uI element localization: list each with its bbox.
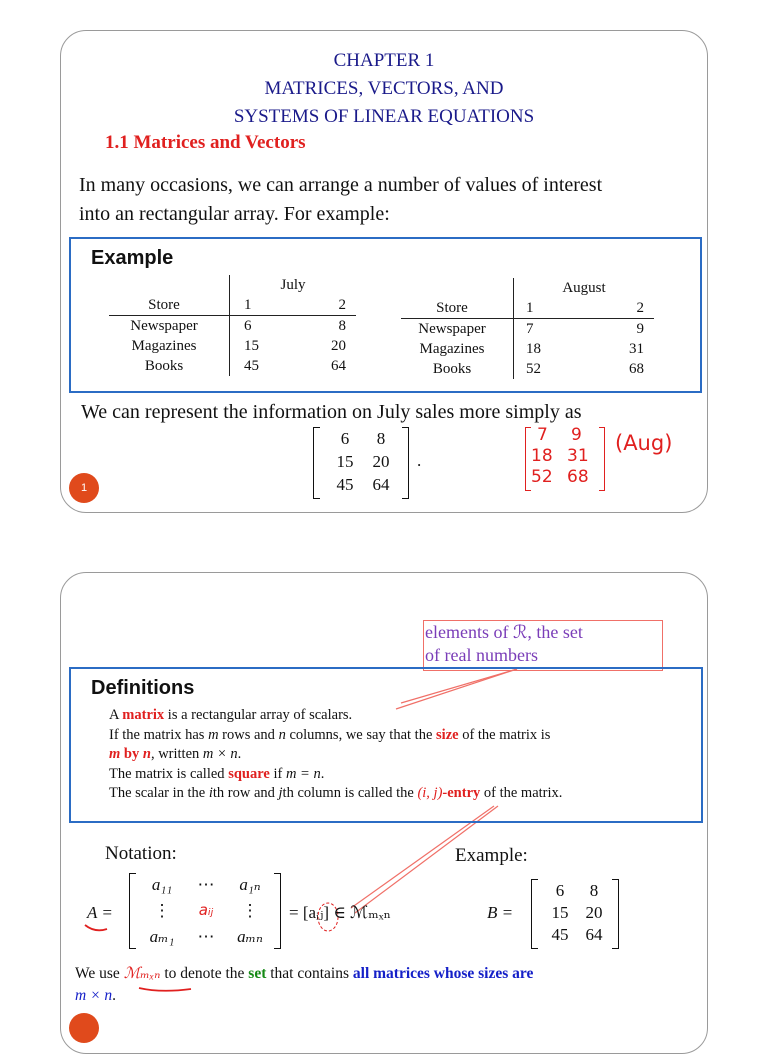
handwritten-aug-note: (Aug) [615,431,673,455]
july-title: July [280,277,306,293]
matrix-cell: 20 [372,452,390,471]
A-cell: aₘ₁ [149,927,175,946]
page-number-badge-2 [69,1013,99,1043]
A-cell-handwritten: aᵢⱼ [198,901,214,919]
A-matrix [129,873,281,949]
def-line-1: A matrix is a rectangular array of scalars. [109,707,353,723]
intro-line-2: into an rectangular array. For example: [79,203,390,225]
august-table [401,278,654,379]
july-table [109,275,356,376]
B-cell: 6 [555,881,565,900]
july-cell: 64 [331,358,346,374]
august-row-label: Newspaper [418,321,486,337]
hand-cell: 9 [571,425,582,445]
callout-line-2: of real numbers [425,645,538,665]
B-matrix [531,879,619,949]
august-cell: 68 [629,361,644,377]
example-label-2: Example: [455,845,528,866]
july-header-2: 2 [289,295,356,316]
july-cell: 45 [244,358,259,374]
A-notation-tail: = [aᵢⱼ] ∈ ℳₘₓₙ [289,903,391,922]
matrix-cell: 64 [372,475,390,494]
def-line-5: The scalar in the ith row and jth column is called the (i, j)-entry of the matrix. [109,785,563,801]
hand-cell: 52 [531,467,553,487]
august-title: August [562,280,606,296]
B-cell: 15 [551,903,569,922]
B-cell: 8 [589,881,599,900]
matrix-period: . [417,451,422,470]
A-cell: ⋮ [153,901,171,920]
handwritten-august-matrix [525,427,605,491]
page-number-badge: 1 [69,473,99,503]
july-matrix [313,427,409,499]
section-title: 1.1 Matrices and Vectors [105,132,306,153]
august-cell: 18 [526,341,541,357]
notation-sentence: We use ℳₘₓₙ to denote the set that contains all matrices whose sizes are m × n. [75,965,534,1004]
def-line-4: The matrix is called square if m = n. [109,765,325,782]
august-cell: 9 [636,321,644,337]
matrix-cell: 8 [376,429,386,448]
A-cell: aₘₙ [237,927,263,946]
hand-cell: 31 [567,446,589,466]
august-cell: 7 [526,321,534,337]
notation-label: Notation: [105,843,177,864]
A-cell: a₁ₙ [239,875,261,894]
hand-cell: 68 [567,467,589,487]
chapter-number: CHAPTER 1 [333,50,435,71]
B-cell: 45 [551,925,569,944]
slide-1 [60,30,708,513]
july-cell: 20 [331,338,346,354]
A-cell: ⋯ [197,875,215,894]
definitions-label: Definitions [91,677,195,699]
intro-line-1: In many occasions, we can arrange a number of values of interest [79,174,603,196]
B-cell: 64 [585,925,603,944]
july-row-label: Newspaper [130,318,198,334]
august-header-store: Store [401,298,503,319]
example-label: Example [91,247,174,269]
chapter-title-line1: MATRICES, VECTORS, AND [264,78,504,99]
july-row-label: Books [144,358,184,374]
hand-cell: 18 [531,446,553,466]
A-cell: ⋮ [241,901,259,920]
A-cell: ⋯ [197,927,215,946]
chapter-title-line2: SYSTEMS OF LINEAR EQUATIONS [233,106,535,127]
B-label: B = [487,903,514,922]
A-label: A = [87,903,113,922]
august-header-1: 1 [514,298,580,319]
august-header-2: 2 [579,298,654,319]
july-cell: 8 [338,318,346,334]
august-cell: 52 [526,361,541,377]
A-cell: a₁₁ [151,875,173,894]
def-line-3: m by n, written m × n. [109,746,242,762]
july-cell: 15 [244,338,259,354]
august-cell: 31 [629,341,644,357]
def-line-2: If the matrix has m rows and n columns, we say that the size of the matrix is [109,726,551,743]
matrix-cell: 15 [336,452,354,471]
august-row-label: Books [432,361,472,377]
B-cell: 20 [585,903,603,922]
hand-cell: 7 [537,425,548,445]
represent-text: We can represent the information on July sales more simply as [81,401,582,423]
definitions-text [109,706,689,804]
matrix-cell: 45 [336,475,354,494]
july-header-1: 1 [230,295,290,316]
august-row-label: Magazines [419,341,485,357]
matrix-cell: 6 [340,429,350,448]
slide-2 [60,572,708,1054]
july-cell: 6 [244,318,252,334]
callout-line-1: elements of ℛ, the set [425,622,583,642]
july-row-label: Magazines [131,338,197,354]
july-header-store: Store [109,295,219,316]
